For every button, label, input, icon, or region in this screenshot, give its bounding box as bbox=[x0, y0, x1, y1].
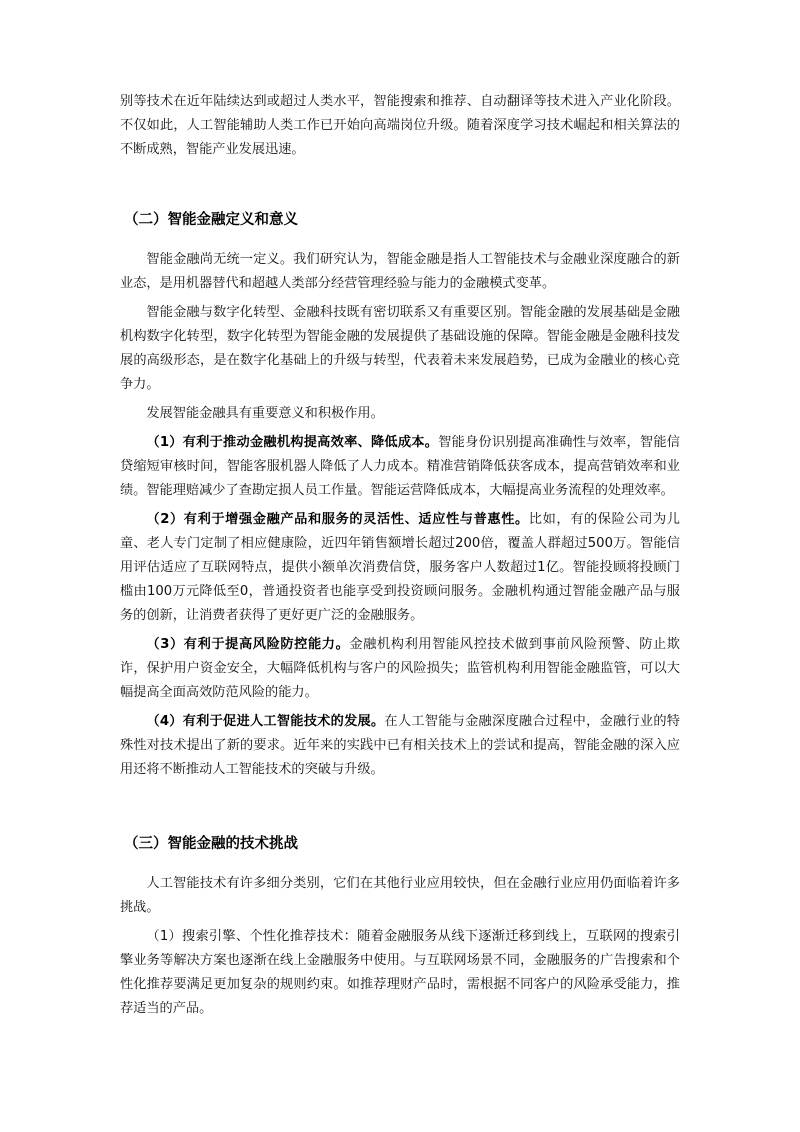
section2-paragraph-1: 智能金融尚无统一定义。我们研究认为，智能金融是指人工智能技术与金融业深度融合的新业态，是用机器替代和超越人类部分经营管理经验与能力的金融模式变革。 bbox=[120, 252, 680, 291]
section2-heading: （二）智能金融定义和意义 bbox=[124, 212, 298, 228]
section2-paragraph-3: 发展智能金融具有重要意义和积极作用。 bbox=[146, 406, 384, 421]
section3-paragraph-1: 人工智能技术有许多细分类别，它们在其他行业应用较快，但在金融行业应用仍面临着许多挑战。 bbox=[120, 876, 680, 915]
benefit-item-1 bbox=[120, 431, 680, 503]
benefit-item-1-lead: （1）有利于推动金融机构提高效率、降低成本。 bbox=[146, 435, 439, 450]
section3-heading: （三）智能金融的技术挑战 bbox=[124, 836, 298, 852]
benefit-item-3 bbox=[120, 633, 680, 705]
benefit-item-2-lead: （2）有利于增强金融产品和服务的灵活性、适应性与普惠性。 bbox=[146, 512, 529, 527]
section3-paragraph-2: （1）搜索引擎、个性化推荐技术：随着金融服务从线下逐渐迁移到线上，互联网的搜索引擎业务等解决方案也逐渐在线上金融服务中使用。与互联网场景不同，金融服务的广告搜索和个性化推荐要满足更加复杂的规则约束。如推荐理财产品时，需根据不同客户的风险承受能力，推荐适当的产品。 bbox=[120, 929, 680, 1016]
intro-paragraph: 别等技术在近年陆续达到或超过人类水平，智能搜索和推荐、自动翻译等技术进入产业化阶段。不仅如此，人工智能辅助人类工作已开始向高端岗位升级。随着深度学习技术崛起和相关算法的不断成熟，智能产业发展迅速。 bbox=[120, 94, 680, 157]
benefit-item-1-body: 智能身份识别提高准确性与效率，智能信贷缩短审核时间，智能客服机器人降低了人力成本。精准营销降低获客成本，提高营销效率和业绩。智能理赔减少了查勘定损人员工作量。智能运营降低成本，大幅提高业务流程的处理效率。 bbox=[120, 435, 680, 498]
benefit-item-3-body: 金融机构利用智能风控技术做到事前风险预警、防止欺诈，保护用户资金安全，大幅降低机构与客户的风险损失；监管机构利用智能金融监管，可以大幅提高全面高效防范风险的能力。 bbox=[120, 637, 680, 700]
benefit-item-3-lead: （3）有利于提高风险防控能力。 bbox=[146, 637, 350, 652]
benefit-item-4 bbox=[120, 710, 680, 782]
benefit-item-2-body: 比如，有的保险公司为儿童、老人专门定制了相应健康险，近四年销售额增长超过200倍，覆盖人群超过500万。智能信用评估适应了互联网特点，提供小额单次消费信贷，服务客户人数超过1亿。智能投顾将投顾门槛由100万元降低至0，普通投资者也能享受到投资顾问服务。金融机构通过智能金融产品与服务的创新，让消费者获得了更好更广泛的金融服务。 bbox=[120, 512, 680, 623]
benefit-item-2 bbox=[120, 508, 680, 628]
benefit-item-4-lead: （4）有利于促进人工智能技术的发展。 bbox=[146, 714, 385, 729]
section2-paragraph-2: 智能金融与数字化转型、金融科技既有密切联系又有重要区别。智能金融的发展基础是金融机构数字化转型，数字化转型为智能金融的发展提供了基础设施的保障。智能金融是金融科技发展的高级形态，是在数字化基础上的升级与转型，代表着未来发展趋势，已成为金融业的核心竞争力。 bbox=[120, 305, 680, 392]
benefit-item-4-body: 在人工智能与金融深度融合过程中，金融行业的特殊性对技术提出了新的要求。近年来的实践中已有相关技术上的尝试和提高，智能金融的深入应用还将不断推动人工智能技术的突破与升级。 bbox=[120, 714, 680, 777]
